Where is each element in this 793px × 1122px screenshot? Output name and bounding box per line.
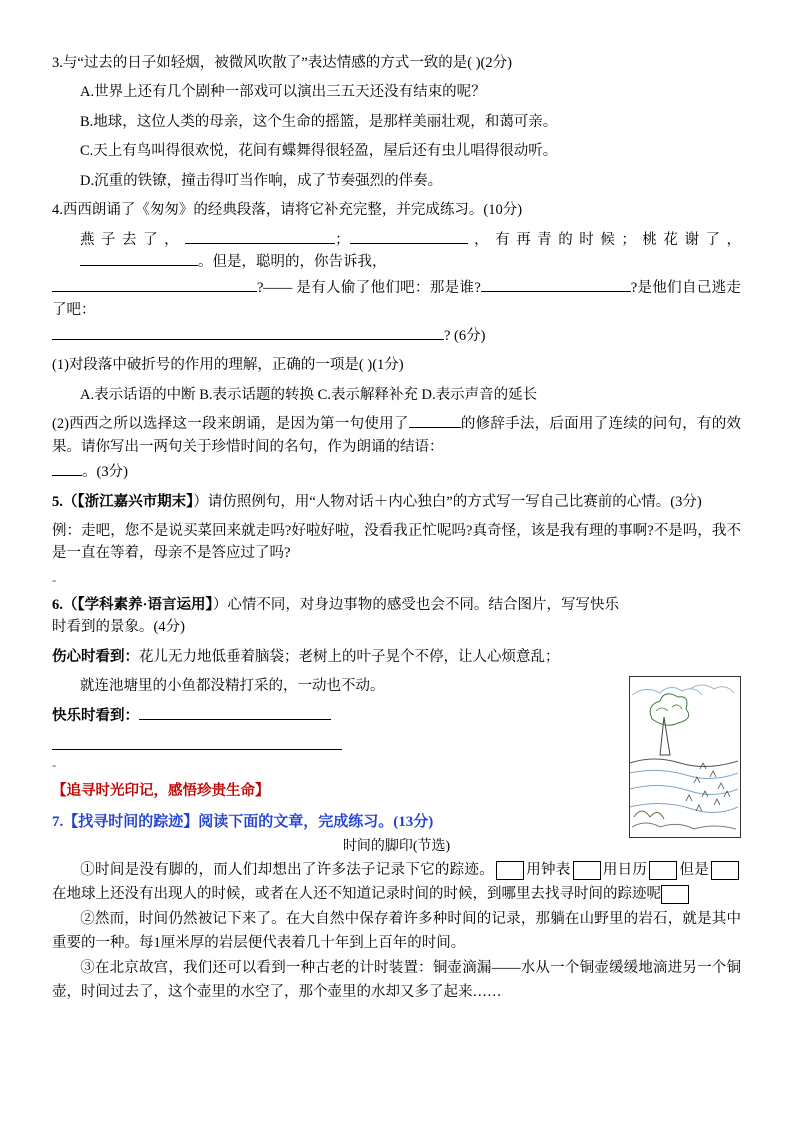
p1-part-c: 用日历: [602, 862, 648, 879]
sub2-text-c: 。(3分): [82, 464, 128, 481]
q6-prefix: 6.（: [52, 596, 78, 613]
question-5-example: 例：走吧，您不是说买菜回来就走吗?好啦好啦，没看我正忙呢吗?真奇怪，该是我有理的事啊?不是吗，我不是一直在等着，母亲不是答应过了吗?: [52, 522, 741, 562]
answer-blank[interactable]: [350, 243, 468, 244]
blank-answer-area-6[interactable]: -: [52, 757, 57, 773]
sad-label: 伤心时看到：: [52, 648, 139, 665]
q5-prefix: 5.（: [52, 493, 78, 510]
question-3-stem: 3.与“过去的日子如轻烟，被微风吹散了”表达情感的方式一致的是( )(2分): [52, 55, 512, 71]
punctuation-box[interactable]: [496, 861, 524, 880]
fill-text-3: ，有再青的时候；桃花谢了，: [467, 231, 742, 248]
q6-tag: 【学科素养·语言运用】: [77, 596, 213, 613]
answer-blank[interactable]: [52, 475, 82, 476]
fill-text-2: ；: [335, 231, 350, 248]
question-4-sub-1-options: A.表示话语的中断 B.表示话题的转换 C.表示解释补充 D.表示声音的延长: [80, 386, 538, 403]
illustration-image: [629, 676, 741, 838]
punctuation-box[interactable]: [661, 885, 689, 904]
question-3-option-d: D.沉重的铁镣，撞击得叮当作响，成了节奏强烈的伴奏。: [80, 172, 443, 189]
question-4-stem: 4.西西朗诵了《匆匆》的经典段落，请将它补充完整，并完成练习。(10分): [52, 202, 523, 219]
answer-blank[interactable]: [409, 427, 461, 428]
answer-blank[interactable]: [185, 243, 335, 244]
answer-blank[interactable]: [481, 291, 631, 292]
sad-text-1: 花儿无力地低垂着脑袋；老树上的叶子晃个不停，让人心烦意乱；: [139, 648, 560, 665]
answer-blank-line[interactable]: [52, 734, 342, 750]
p1-part-d: 但是: [679, 862, 710, 879]
fill-text-4: 。但是，聪明的，你告诉我，: [198, 254, 387, 271]
question-6-sad-line2: 就连池塘里的小鱼都没精打采的，一动也不动。: [80, 678, 385, 695]
section-red-title: 【追寻时光印记，感悟珍贵生命】: [52, 783, 270, 800]
question-4-fillin-cont: [52, 277, 741, 322]
question-4-sub-1: (1)对段落中破折号的作用的理解，正确的一项是( )(1分): [52, 357, 404, 374]
punctuation-box[interactable]: [711, 861, 739, 880]
p1-part-e: 在地球上还没有出现人的时候，或者在人还不知道记录时间的时候，到哪里去找寻时间的踪迹呢: [52, 885, 661, 902]
answer-blank[interactable]: [139, 719, 331, 720]
fill-text-6: ?是他们自己逃走了吧：: [52, 279, 741, 319]
blank-answer-area-5[interactable]: -: [52, 571, 57, 587]
q6-rest: ）心情不同，对身边事物的感受也会不同。结合图片，写写快乐时看到的景象。(4分): [52, 596, 619, 636]
question-5-stem: [52, 491, 741, 513]
punctuation-box[interactable]: [649, 861, 677, 880]
sub2-text-b: 的修辞手法，后面用了连续的问句，有的效果。请你写出一两句关于珍惜时间的名句，作为朗诵的结语：: [52, 416, 742, 455]
sub2-text-a: (2)西西之所以选择这一段来朗诵，是因为第一句使用了: [52, 416, 409, 433]
question-3-option-a: A.世界上还有几个剧种一部戏可以演出三五天还没有结束的呢？: [80, 84, 486, 101]
answer-blank[interactable]: [52, 339, 444, 340]
q5-rest: ）请仿照例句，用“人物对话＋内心独白”的方式写一写自己比赛前的心情。(3分): [193, 493, 702, 510]
punctuation-box[interactable]: [573, 861, 601, 880]
p2-text: ②然而，时间仍然被记下来了。在大自然中保存着许多种时间的记录，那躺在山野里的岩石，就是其中重要的一种。每1厘米厚的岩层便代表着几十年到上百年的时间。: [52, 911, 741, 951]
p1-part-b: 用钟表: [525, 862, 571, 879]
question-4-sub-2-tail: [52, 461, 741, 483]
p1-part-a: ①时间是没有脚的，而人们却想出了许多法子记录下它的踪迹。: [80, 862, 494, 879]
question-4-fillin-cont2: [52, 325, 741, 347]
article-title: 时间的脚印(节选): [342, 839, 451, 855]
fill-text-5: ?—— 是有人偷了他们吧：那是谁?: [257, 279, 481, 296]
article-paragraph-2: [52, 908, 741, 955]
question-3-option-c: C.天上有鸟叫得很欢悦，花间有蝶舞得很轻盈，屋后还有虫儿唱得很动听。: [80, 143, 558, 160]
article-paragraph-3: [52, 957, 741, 1004]
question-6-sad-line1: [52, 646, 741, 668]
question-4-sub-2: [52, 413, 741, 458]
q5-tag: 【浙江嘉兴市期末】: [77, 493, 194, 510]
article-paragraph-1: [52, 859, 741, 906]
p3-text: ③在北京故宫，我们还可以看到一种古老的计时装置：铜壶滴漏——水从一个铜壶缓缓地滴进另一个铜壶，时间过去了，这个壶里的水空了，那个壶里的水却又多了起来……: [52, 960, 741, 1000]
question-4-fillin: [52, 229, 741, 274]
happy-label: 快乐时看到：: [52, 707, 139, 724]
answer-blank[interactable]: [80, 265, 198, 266]
fill-text-7: ? (6分): [444, 327, 486, 344]
question-6-stem: [52, 594, 741, 639]
question-3-option-b: B.地球，这位人类的母亲，这个生命的摇篮，是那样美丽壮观，和蔼可亲。: [80, 113, 558, 130]
fill-text-1: 燕子去了，: [80, 231, 186, 248]
section-blue-title: 7.【找寻时间的踪迹】阅读下面的文章，完成练习。(13分): [52, 814, 434, 831]
answer-blank[interactable]: [52, 291, 257, 292]
